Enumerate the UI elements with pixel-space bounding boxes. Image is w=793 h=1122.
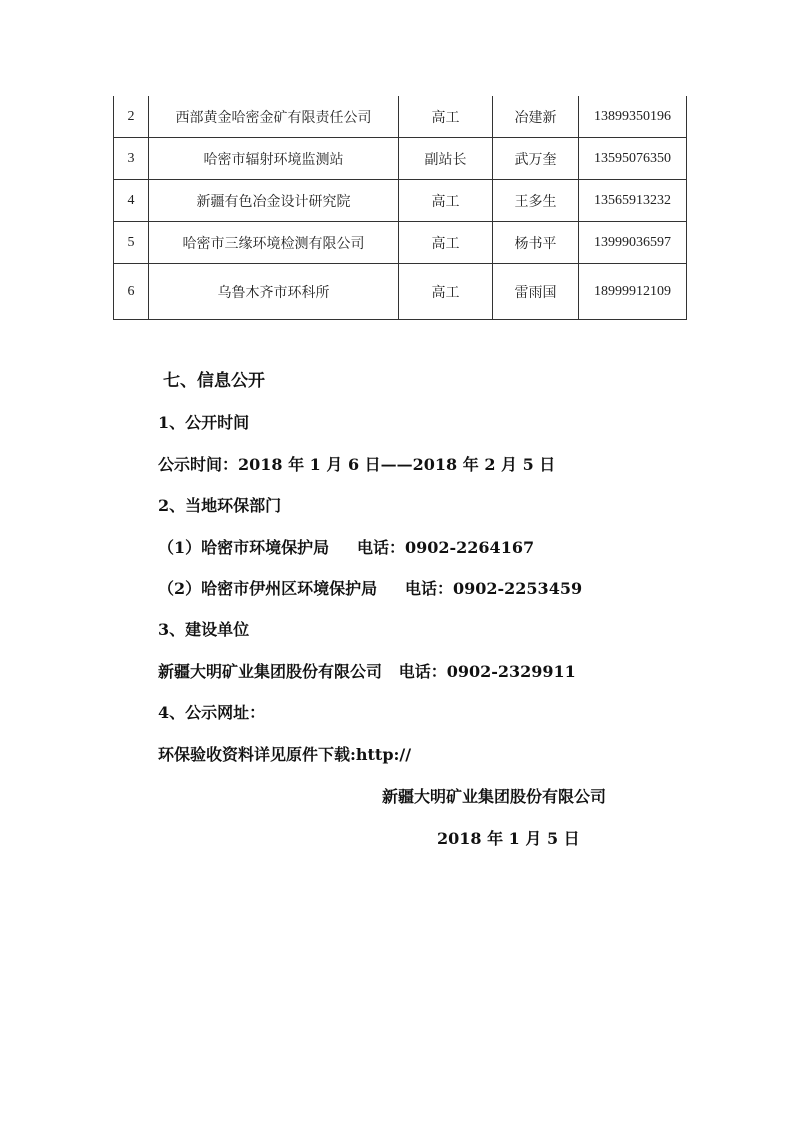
table-cell: 高工: [399, 222, 493, 264]
table-cell: 哈密市辐射环境监测站: [149, 138, 399, 180]
dept-1: （1）哈密市环境保护局 电话：0902-2264167: [158, 538, 535, 557]
table-row: [114, 264, 687, 320]
table-cell: 高工: [399, 264, 493, 320]
url-heading: 4、公示网址：: [158, 703, 266, 722]
table-cell: 13999036597: [579, 222, 687, 264]
dept-heading: 2、当地环保部门: [158, 496, 282, 515]
table-cell: 武万奎: [493, 138, 579, 180]
table-cell: 哈密市三缘环境检测有限公司: [149, 222, 399, 264]
table-cell: 杨书平: [493, 222, 579, 264]
table-cell: 冶建新: [493, 96, 579, 138]
time-heading: 1、公开时间: [158, 413, 250, 432]
unit-text: 新疆大明矿业集团股份有限公司 电话：0902-2329911: [158, 662, 576, 681]
table-cell: 新疆有色冶金设计研究院: [149, 180, 399, 222]
table-cell: 13565913232: [579, 180, 687, 222]
table-cell: 2: [114, 96, 149, 138]
unit-heading: 3、建设单位: [158, 620, 250, 639]
table-cell: 副站长: [399, 138, 493, 180]
table-cell: 雷雨国: [493, 264, 579, 320]
table-cell: 乌鲁木齐市环科所: [149, 264, 399, 320]
signature: 新疆大明矿业集团股份有限公司: [382, 787, 607, 806]
date: 2018 年 1 月 5 日: [437, 829, 580, 848]
table-cell: 王多生: [493, 180, 579, 222]
table-cell: 西部黄金哈密金矿有限责任公司: [149, 96, 399, 138]
url-text: 环保验收资料详见原件下载:http://: [158, 745, 412, 764]
dept-2: （2）哈密市伊州区环境保护局 电话：0902-2253459: [158, 579, 583, 598]
time-text: 公示时间：2018 年 1 月 6 日——2018 年 2 月 5 日: [158, 455, 556, 474]
table-cell: 18999912109: [579, 264, 687, 320]
table-cell: 高工: [399, 96, 493, 138]
table-cell: 4: [114, 180, 149, 222]
expert-table: [113, 96, 687, 320]
table-cell: 5: [114, 222, 149, 264]
table-cell: 13899350196: [579, 96, 687, 138]
table-cell: 6: [114, 264, 149, 320]
table-row: [114, 180, 687, 222]
section-title: 七、信息公开: [163, 371, 265, 391]
table-cell: 3: [114, 138, 149, 180]
table-cell: 13595076350: [579, 138, 687, 180]
table-cell: 高工: [399, 180, 493, 222]
table-row: [114, 96, 687, 138]
table-row: [114, 222, 687, 264]
table-row: [114, 138, 687, 180]
